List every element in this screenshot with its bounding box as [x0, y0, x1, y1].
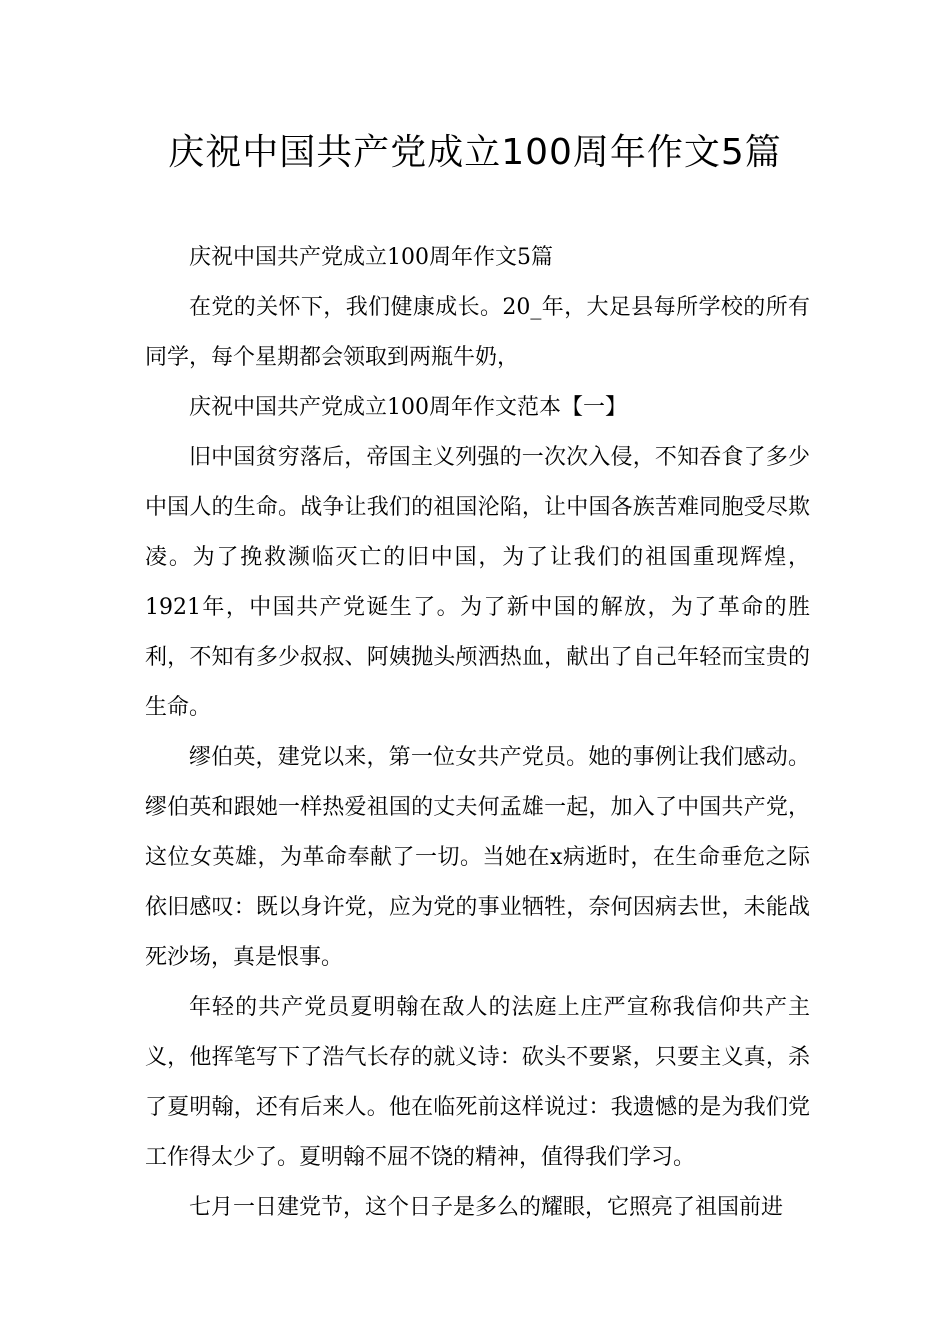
- body-paragraph: 缪伯英，建党以来，第一位女共产党员。她的事例让我们感动。缪伯英和跟她一样热爱祖国的丈夫何孟雄一起，加入了中国共产党，这位女英雄，为革命奉献了一切。当她在x病逝时，在生命垂危之际依旧感叹：既以身许党，应为党的事业牺牲，奈何因病去世，未能战死沙场，真是恨事。: [145, 745, 810, 970]
- body-paragraph: 年轻的共产党员夏明翰在敌人的法庭上庄严宣称我信仰共产主义，他挥笔写下了浩气长存的就义诗：砍头不要紧，只要主义真，杀了夏明翰，还有后来人。他在临死前这样说过：我遗憾的是为我们党工作得太少了。夏明翰不屈不饶的精神，值得我们学习。: [145, 995, 810, 1170]
- body-paragraph: 旧中国贫穷落后，帝国主义列强的一次次入侵，不知吞食了多少中国人的生命。战争让我们的祖国沦陷，让中国各族苦难同胞受尽欺凌。为了挽救濒临灭亡的旧中国，为了让我们的祖国重现辉煌，1921年，中国共产党诞生了。为了新中国的解放，为了革命的胜利，不知有多少叔叔、阿姨抛头颅洒热血，献出了自己年轻而宝贵的生命。: [145, 445, 810, 720]
- section-heading-1: 庆祝中国共产党成立100周年作文范本【一】: [189, 395, 627, 420]
- subtitle-paragraph: 庆祝中国共产党成立100周年作文5篇: [189, 245, 553, 270]
- body-paragraph: 七月一日建党节，这个日子是多么的耀眼，它照亮了祖国前进: [189, 1195, 784, 1220]
- intro-paragraph: 在党的关怀下，我们健康成长。20_年，大足县每所学校的所有同学，每个星期都会领取到两瓶牛奶，: [145, 295, 810, 370]
- article-body: [145, 233, 810, 1233]
- page-title: 庆祝中国共产党成立100周年作文5篇: [168, 132, 782, 173]
